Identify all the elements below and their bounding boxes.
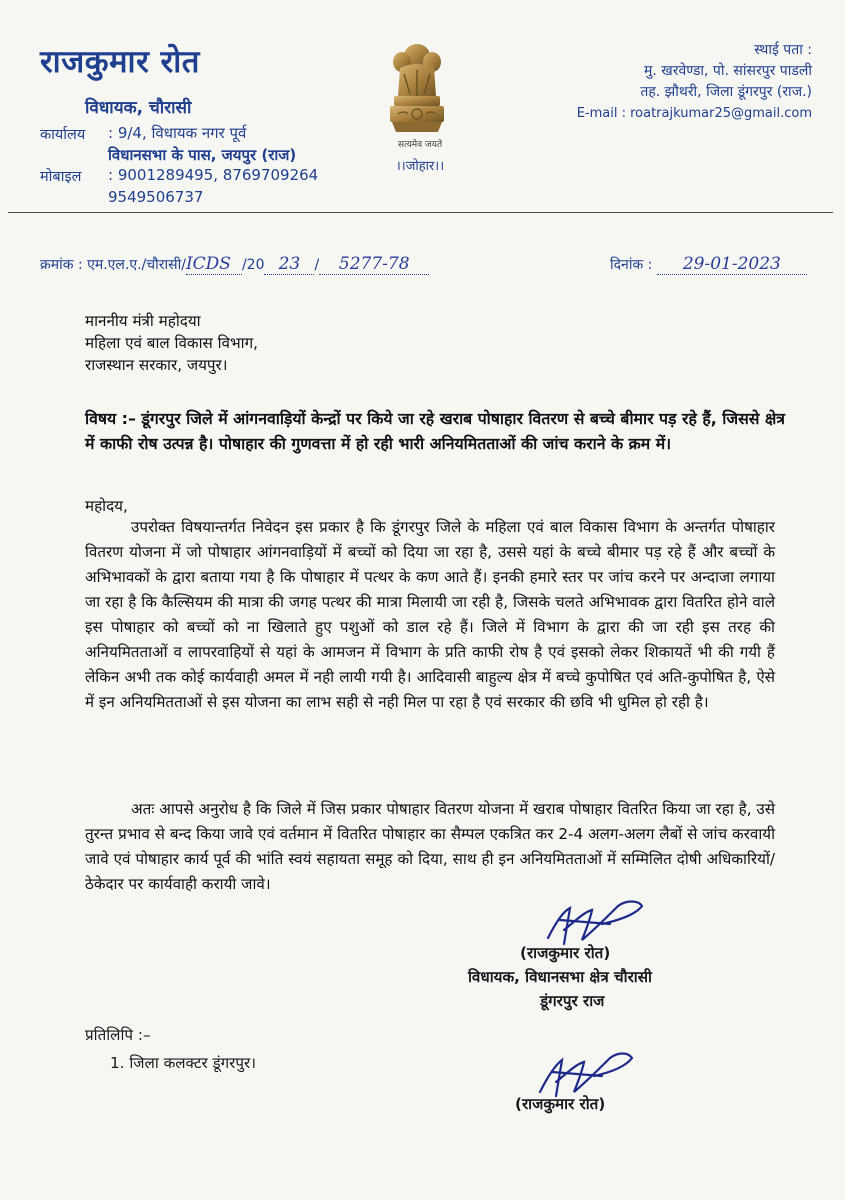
reference-number: क्रमांक : एम.एल.ए./चौरासी/ICDS /20 23 / 5277-78 xyxy=(40,254,429,275)
permanent-line-2: तह. झौथरी, जिला डूंगरपुर (राज.) xyxy=(640,84,812,100)
reference-year: 23 xyxy=(264,254,314,275)
letter-subject: विषय :– डूंगरपुर जिले में आंगनवाड़ियों केन्द्रों पर किये जा रहे खराब पोषाहार वितरण से बच्चे बीमार पड़ रहे हैं, जिससे क्षेत्र में काफी रोष उत्पन्न है। पोषाहार की गुणवत्ता में हो रही भारी अनियमितताओं की जांच कराने के क्रम में। xyxy=(85,409,785,453)
date-label: दिनांक : xyxy=(610,257,653,273)
office-line-1: : 9/4, विधायक नगर पूर्व xyxy=(108,124,247,142)
office-label: कार्यालय xyxy=(40,127,86,143)
reference-prefix: क्रमांक : एम.एल.ए./चौरासी/ xyxy=(40,257,186,273)
permanent-address xyxy=(577,40,812,124)
date-value: 29-01-2023 xyxy=(657,254,807,275)
addressee-line-3: राजस्थान सरकार, जयपुर। xyxy=(85,356,228,374)
permanent-label: स्थाई पता : xyxy=(754,42,812,58)
reference-dispatch-number: 5277-78 xyxy=(319,254,429,275)
letterhead-divider xyxy=(8,212,833,213)
signatory-place: डूंगरपुर राज xyxy=(540,992,605,1010)
body-paragraph-2: अतः आपसे अनुरोध है कि जिले में जिस प्रकार पोषाहार वितरण योजना में खराब पोषाहार वितरित किया जा रहा है, उसे तुरन्त प्रभाव से बन्द किया जावे एवं वर्तमान में वितरित पोषाहार का सैम्पल एकत्रित कर 2-4 अलग-अलग लैबों से जांच करवायी जावे एवं पोषाहार कार्य पूर्व की भांति स्वयं सहायता समूह को दिया, साथ ही इन अनियमितताओं में सम्मिलित दोषी अधिकारियों/ठेकेदार पर कार्यवाही करायी जावे। xyxy=(85,800,775,893)
addressee-block xyxy=(85,310,258,376)
emblem-motto: सत्यमेव जयते xyxy=(397,140,443,150)
copy-label: प्रतिलिपि :– xyxy=(85,1026,151,1044)
signatory-name: (राजकुमार रोत) xyxy=(520,944,611,962)
signatory-designation: विधायक, विधानसभा क्षेत्र चौरासी xyxy=(468,968,652,986)
office-address xyxy=(108,122,296,166)
copy-recipient-1: 1. जिला कलक्टर डूंगरपुर। xyxy=(110,1054,256,1072)
copy-signatory-name: (राजकुमार रोत) xyxy=(515,1095,606,1113)
salutation: महोदय, xyxy=(85,497,128,515)
body-paragraph-1: उपरोक्त विषयान्तर्गत निवेदन इस प्रकार है कि डूंगरपुर जिले के महिला एवं बाल विकास विभाग के अन्तर्गत पोषाहार वितरण योजना में जो पोषाहार आंगनवाड़ियों में बच्चों को दिया जा रहा है, उससे यहां के बच्चे बीमार पड़ रहे हैं और बच्चों के अभिभावकों के द्वारा बताया गया है कि पोषाहार में पत्थर के कण आते हैं। इनकी हमारे स्तर पर जांच करने पर अन्दाजा लगाया जा रहा है कि कैल्सियम की मात्रा की जगह पत्थर की मात्रा मिलायी जा रही है, जिसके चलते अभिभावक द्वारा वितरित होने वाले इस पोषाहार को बच्चों को ना खिलाते हुए पशुओं को डाल रहे हैं। जिले में विभाग के द्वारा की जा रही इस तरह की अनियमितताओं व लापरवाहियों से यहां के आमजन में विभाग के प्रति काफी रोष है एवं इसको लेकर शिकायतें भी की गयी हैं लेकिन अभी तक कोई कार्यवाही अमल में नही लायी गयी है। आदिवासी बाहुल्य क्षेत्र में बच्चे कुपोषित एवं अति-कुपोषित है, ऐसे में इन अनियमितताओं से इस योजना का लाभ सही से नही मिल पा रहा है एवं सरकार की छवि भी धुमिल हो रही है। xyxy=(85,518,775,711)
reference-code: ICDS xyxy=(186,254,242,275)
office-line-2: विधानसभा के पास, जयपुर (राज) xyxy=(108,146,297,164)
mobile-line-1: : 9001289495, 8769709264 xyxy=(108,166,319,184)
mobile-label: मोबाइल xyxy=(40,169,82,185)
johar-text: ।।जोहार।। xyxy=(395,159,445,174)
addressee-line-1: माननीय मंत्री महोदया xyxy=(85,312,201,330)
national-emblem-icon xyxy=(380,38,454,150)
reference-mid: /20 xyxy=(241,257,265,273)
permanent-line-1: मु. खरवेण्डा, पो. सांसरपुर पाडली xyxy=(644,63,812,79)
email-address: E-mail : roatrajkumar25@gmail.com xyxy=(576,106,812,121)
letter-date xyxy=(610,254,807,275)
letterhead-designation: विधायक, चौरासी xyxy=(85,98,192,118)
mobile-numbers xyxy=(108,164,318,208)
addressee-line-2: महिला एवं बाल विकास विभाग, xyxy=(85,334,258,352)
letterhead-name: राजकुमार रोत xyxy=(40,44,200,80)
mobile-line-2: 9549506737 xyxy=(108,188,204,206)
